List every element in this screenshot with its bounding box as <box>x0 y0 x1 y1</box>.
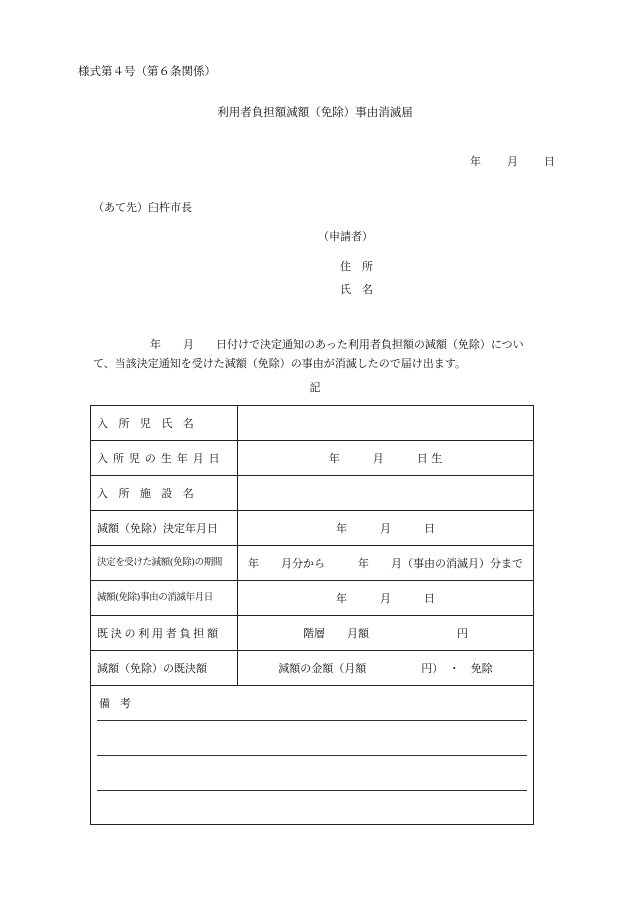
applicant-address-label: 住 所 <box>340 260 373 273</box>
field-child-birthdate[interactable]: 年 月 日 生 <box>238 441 534 476</box>
remarks-line <box>97 755 527 756</box>
label-existing-burden: 既決の利用者負担額 <box>91 616 238 651</box>
submission-date <box>470 156 555 167</box>
row-reduction-period <box>91 546 534 581</box>
row-existing-reduction <box>91 651 534 686</box>
remarks-line <box>97 790 527 791</box>
field-child-name[interactable] <box>238 406 534 441</box>
remarks-line <box>97 720 527 721</box>
addressee: （あて先）臼杵市長 <box>93 201 192 214</box>
row-facility-name <box>91 476 534 511</box>
document-title: 利用者負担額減額（免除）事由消滅届 <box>217 105 413 119</box>
row-remarks <box>91 686 534 825</box>
remarks-label: 備考 <box>99 697 141 710</box>
applicant-name-label: 氏 名 <box>340 283 373 296</box>
body-text-line-2: て、当該決定通知を受けた減額（免除）の事由が消滅したので届け出ます。 <box>93 357 466 370</box>
row-existing-burden <box>91 616 534 651</box>
label-decision-date: 減額（免除）決定年月日 <box>91 511 238 546</box>
body-text-line-1: 年 月 日付けで決定通知のあった利用者負担額の減額（免除）につい <box>150 338 524 351</box>
label-child-name: 入所児氏名 <box>91 406 238 441</box>
date-month-label: 月 <box>507 155 518 168</box>
date-year-label: 年 <box>470 155 481 168</box>
form-number: 様式第４号（第６条関係） <box>78 64 216 78</box>
label-child-birthdate: 入所児の生年月日 <box>91 441 238 476</box>
field-extinction-date[interactable]: 年 月 日 <box>238 581 534 616</box>
ki-heading: 記 <box>309 381 321 394</box>
row-decision-date <box>91 511 534 546</box>
field-existing-reduction[interactable]: 減額の金額（月額 円） ・ 免除 <box>238 651 534 686</box>
field-existing-burden[interactable]: 階層 月額 円 <box>238 616 534 651</box>
row-child-birthdate <box>91 441 534 476</box>
date-day-label: 日 <box>544 155 555 168</box>
remarks-cell[interactable] <box>91 686 534 825</box>
row-child-name <box>91 406 534 441</box>
form-table <box>90 405 534 825</box>
applicant-label: （申請者） <box>318 230 373 243</box>
label-existing-reduction: 減額（免除）の既決額 <box>91 651 238 686</box>
label-facility-name: 入所施設名 <box>91 476 238 511</box>
label-extinction-date: 減額(免除)事由の消滅年月日 <box>91 581 238 616</box>
label-reduction-period: 決定を受けた減額(免除)の期間 <box>91 546 238 581</box>
field-facility-name[interactable] <box>238 476 534 511</box>
field-reduction-period[interactable]: 年 月分から 年 月（事由の消滅月）分まで <box>238 546 534 581</box>
row-extinction-date <box>91 581 534 616</box>
field-decision-date[interactable]: 年 月 日 <box>238 511 534 546</box>
